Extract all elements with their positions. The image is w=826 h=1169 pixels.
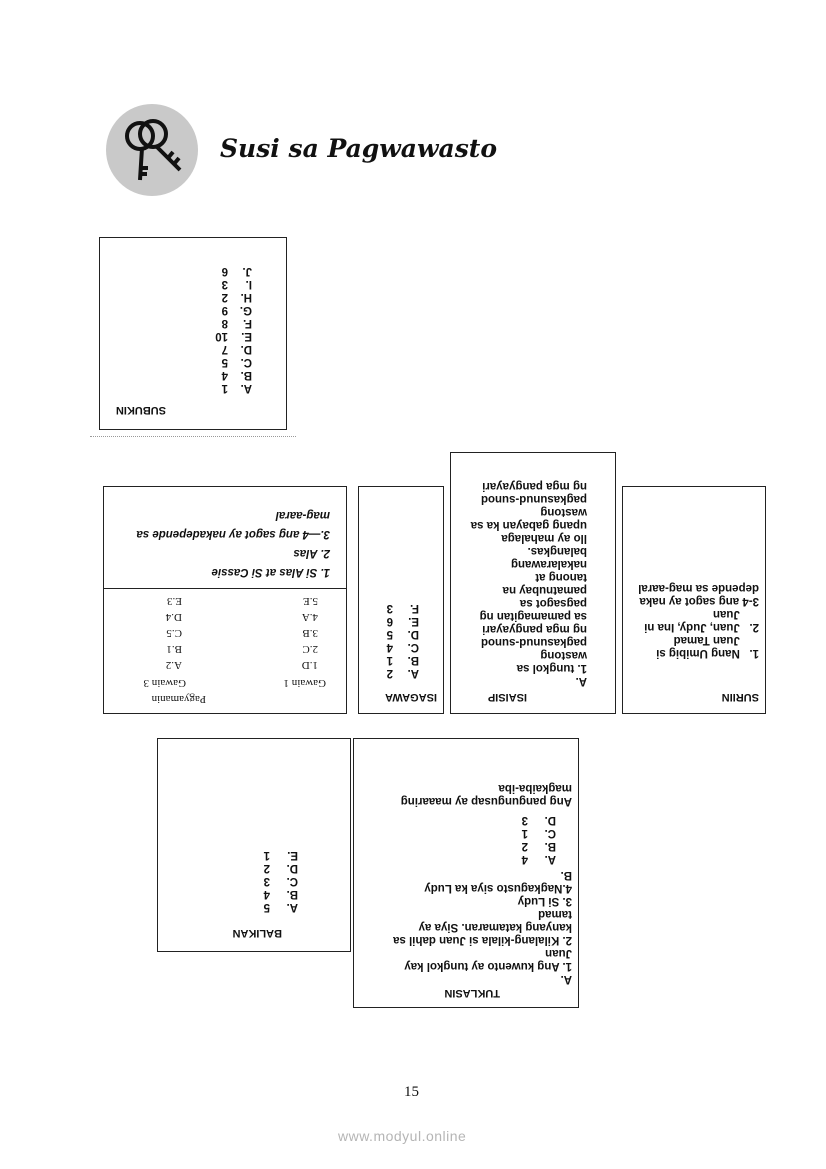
suriin-heading: SURIIN [721,691,759,703]
gawain3-answers: A.2 B.1 C.5 D.4 E.3 [165,595,182,671]
subukin-letters: A. B. C. D. E. F. G. H. I. J. [239,265,252,394]
subukin-answers: 1 4 5 7 10 8 9 2 3 6 [215,265,228,394]
gawain1-answers: 1.D 2.C 3.B 4.A 5.E [301,595,318,671]
gawain2-answers: 1. Si Alas at Si Cassie 2. Alas 3.—4 ang sagot ay nakadepende sa mag-aaral [136,509,330,578]
page-number: 15 [404,1084,419,1100]
page-title: Susi sa Pagwawasto [220,134,498,163]
gawain1-title: Gawain 1 [283,677,326,689]
tuklasin-b-letters: A. B. C. D. [544,814,556,865]
balikan-answers: 5 4 3 2 1 [263,849,270,913]
watermark: www.modyul.online [338,1128,467,1144]
isagawa-box [358,486,444,714]
tuklasin-b-answers: 4 2 1 3 [521,814,528,865]
subukin-box [99,237,287,430]
suriin-box [622,486,766,714]
pagyamanin-divider [104,588,346,589]
isaisip-box [450,452,616,714]
tuklasin-heading: TUKLASIN [444,987,500,999]
gawain3-title: Gawain 3 [143,677,186,689]
isagawa-heading: ISAGAWA [385,691,437,703]
suriin-text: 1. Nang Umibig si Juan Tamad 2. Juan, Judy, Ina ni Juan 3-4 ang sagot ay naka depende sa mag-aaral [638,582,759,659]
subukin-heading: SUBUKIN [115,404,166,416]
tuklasin-text: A. 1. Ang kuwento ay tungkol kay Juan 2. Kilalang-kilala si Juan dahil sa kanyang katamaran. Siya ay tamad 3. Si Ludy 4.Nagkagusto siya ka Ludy B. [393,869,572,985]
isaisip-text: A. 1. tungkol sa wastong pagkasunud-sunod ng mga pangyayari sa pamamagitan ng pagsagot sa pamatnubay na tanong at nakalarawang balangkas. llo ay mahalaga upang gabayan ka sa wastong pagkasunud-sunod ng mga pangyayari [470,480,587,687]
keys-icon [106,104,198,196]
tuklasin-box [353,738,579,1008]
divider [90,436,296,437]
isagawa-letters: A. B. C. D. E. F. [407,602,419,679]
balikan-letters: A. B. C. D. E. [286,849,298,913]
pagyamanin-title: Pagyamanin [151,693,206,705]
pagyamanin-box [103,486,347,714]
balikan-heading: BALIKAN [232,927,282,939]
balikan-box [157,738,351,952]
isaisip-heading: ISAISIP [487,691,527,703]
tuklasin-closing: Ang pangungusap ay maaaring magkaiba-iba [400,782,572,807]
isagawa-answers: 2 1 4 5 6 3 [386,602,393,679]
